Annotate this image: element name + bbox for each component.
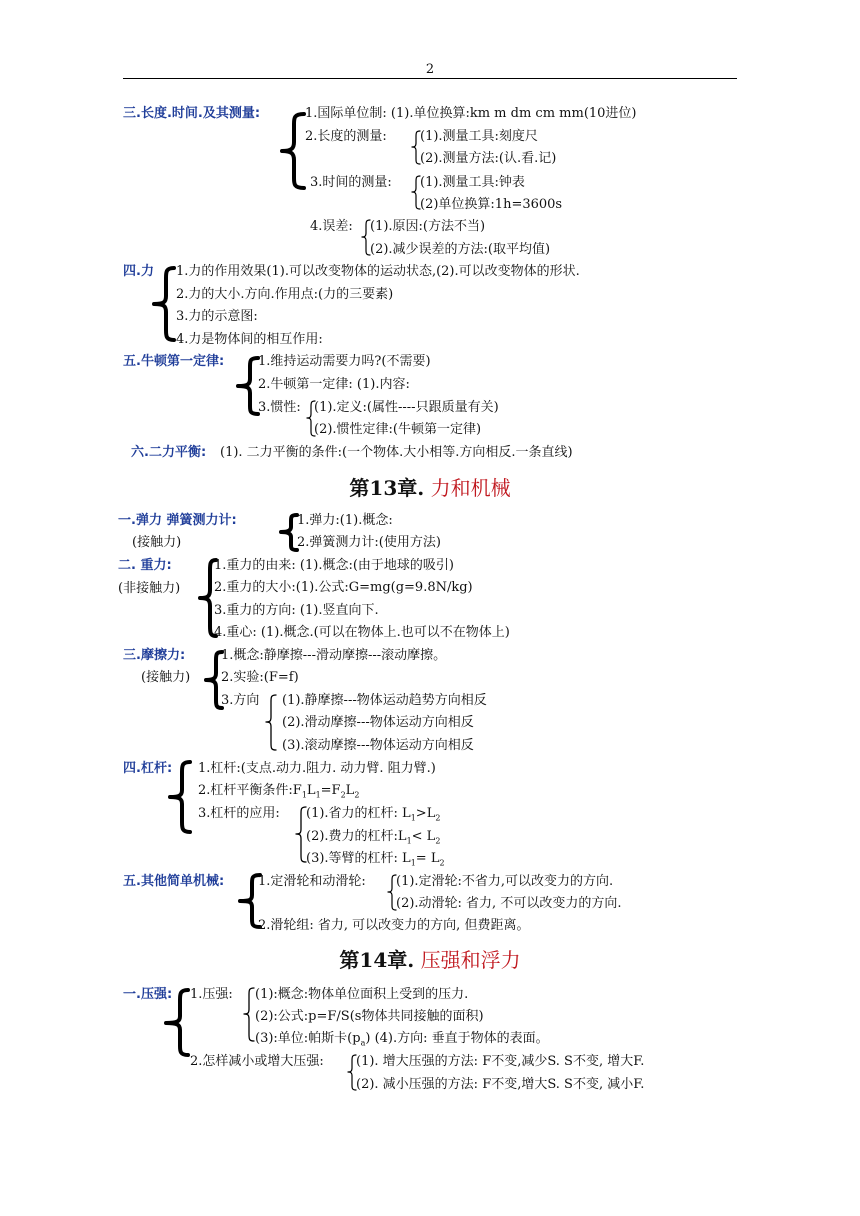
lever-3b-op: < L — [411, 829, 436, 844]
lever-formula-sub: 1 — [315, 790, 321, 800]
force-item-3: 3.力的示意图: — [176, 309, 258, 324]
lever-condition-label: 2.杠杆平衡条件: — [198, 783, 293, 798]
elastic-subtitle: (接触力) — [132, 535, 182, 550]
pressure-item-2b: (2). 减小压强的方法: F不变,增大S. S不变, 减小F. — [356, 1077, 645, 1092]
force-item-2: 2.力的大小.方向.作用点:(力的三要素) — [176, 287, 394, 302]
subscript: 1 — [410, 813, 416, 823]
section-title-elastic: 一.弹力 弹簧测力计: — [118, 513, 237, 528]
chapter-13-name: 力和机械 — [430, 476, 511, 500]
brace-icon — [156, 988, 192, 1058]
lever-formula-sub: 1 — [301, 790, 307, 800]
brace-icon — [264, 693, 280, 753]
gravity-item-3: 3.重力的方向: (1).竖直向下. — [214, 603, 379, 618]
subscript: 2 — [435, 813, 441, 823]
measurement-item-4b: (2).减少误差的方法:(取平均值) — [370, 242, 551, 257]
measurement-item-2b: (2).测量方法:(认.看.记) — [420, 151, 557, 166]
lever-3a-op: >L — [415, 806, 436, 821]
section-title-gravity: 二. 重力: — [118, 558, 172, 573]
force-item-1: 1.力的作用效果(1).可以改变物体的运动状态,(2).可以改变物体的形状. — [176, 264, 580, 279]
pressure-unit-text: (3):单位:帕斯卡(p — [255, 1031, 361, 1046]
section-title-equilibrium: 六.二力平衡: — [131, 445, 207, 460]
measurement-item-3a: (1).测量工具:钟表 — [420, 175, 525, 190]
pressure-item-1: 1.压强: — [190, 987, 233, 1002]
measurement-item-3b: (2)单位换算:1h=3600s — [420, 197, 563, 212]
subscript: 2 — [435, 836, 441, 846]
measurement-item-2a: (1).测量工具:刻度尺 — [420, 129, 538, 144]
measurement-item-3: 3.时间的测量: — [310, 175, 392, 190]
section-title-newton: 五.牛顿第一定律: — [123, 354, 225, 369]
section-title-pressure: 一.压强: — [123, 987, 173, 1002]
friction-item-3: 3.方向 — [221, 693, 260, 708]
lever-formula-f1: F — [292, 783, 302, 798]
friction-item-2: 2.实验:(F=f) — [221, 670, 299, 685]
lever-item-3: 3.杠杆的应用: — [198, 806, 280, 821]
lever-item-3a — [306, 806, 440, 827]
lever-item-3b — [306, 829, 440, 850]
simple-machines-item-1b: (2).动滑轮: 省力, 不可以改变力的方向. — [396, 896, 622, 911]
friction-item-3c: (3).滚动摩擦---物体运动方向相反 — [282, 738, 474, 753]
subscript: a — [360, 1038, 366, 1048]
newton-item-3: 3.惯性: — [258, 400, 301, 415]
lever-3b-text: (2).费力的杠杆:L — [306, 829, 407, 844]
chapter-13-number: 第13章. — [349, 476, 425, 500]
gravity-item-1: 1.重力的由来: (1).概念:(由于地球的吸引) — [214, 558, 454, 573]
friction-item-3a: (1).静摩擦---物体运动趋势方向相反 — [282, 693, 487, 708]
brace-icon — [268, 112, 308, 192]
section-title-simple-machines: 五.其他简单机械: — [123, 874, 225, 889]
brace-icon — [146, 266, 178, 344]
newton-item-3b: (2).惯性定律:(牛顿第一定律) — [314, 422, 482, 437]
pressure-item-1b: (2):公式:p=F/S(s物体共同接触的面积) — [255, 1009, 484, 1024]
elastic-item-1: 1.弹力:(1).概念: — [297, 513, 393, 528]
pressure-item-1c — [255, 1031, 549, 1052]
gravity-item-4: 4.重心: (1).概念.(可以在物体上.也可以不在物体上) — [214, 625, 510, 640]
chapter-14-number: 第14章. — [339, 948, 415, 972]
chapter-14-heading — [0, 948, 860, 972]
lever-formula-eq: =F — [320, 783, 341, 798]
lever-item-1: 1.杠杆:(支点.动力.阻力. 动力臂. 阻力臂.) — [198, 761, 436, 776]
header-rule — [123, 78, 737, 79]
lever-item-2 — [198, 783, 359, 804]
friction-item-3b: (2).滑动摩擦---物体运动方向相反 — [282, 715, 474, 730]
newton-item-2: 2.牛顿第一定律: (1).内容: — [258, 377, 410, 392]
page-number: 2 — [425, 62, 435, 77]
newton-item-1: 1.维持运动需要力吗?(不需要) — [258, 354, 431, 369]
force-item-4: 4.力是物体间的相互作用: — [176, 332, 323, 347]
friction-subtitle: (接触力) — [141, 670, 191, 685]
lever-formula-l2: L — [345, 783, 355, 798]
simple-machines-item-1: 1.定滑轮和动滑轮: — [258, 874, 366, 889]
pressure-item-2a: (1). 增大压强的方法: F不变,减少S. S不变, 增大F. — [356, 1054, 645, 1069]
gravity-item-2: 2.重力的大小:(1).公式:G=mg(g=9.8N/kg) — [214, 580, 473, 595]
measurement-item-4: 4.误差: — [310, 219, 353, 234]
subscript: 1 — [410, 858, 416, 868]
section-title-lever: 四.杠杆: — [123, 761, 173, 776]
pressure-direction-text: ) (4).方向: 垂直于物体的表面。 — [365, 1031, 549, 1046]
simple-machines-item-1a: (1).定滑轮:不省力,可以改变力的方向. — [396, 874, 614, 889]
section-title-friction: 三.摩擦力: — [123, 648, 186, 663]
subscript: 1 — [406, 836, 412, 846]
section-title-force: 四.力 — [123, 264, 154, 279]
lever-formula-sub: 2 — [354, 790, 360, 800]
section-title-measurement: 三.长度.时间.及其测量: — [123, 106, 261, 121]
simple-machines-item-2: 2.滑轮组: 省力, 可以改变力的方向, 但费距离。 — [258, 918, 530, 933]
lever-formula-l1: L — [306, 783, 316, 798]
equilibrium-text: (1). 二力平衡的条件:(一个物体.大小相等.方向相反.一条直线) — [220, 445, 573, 460]
chapter-14-name: 压强和浮力 — [420, 948, 521, 972]
gravity-subtitle: (非接触力) — [118, 581, 181, 596]
lever-3c-text: (3).等臂的杠杆: L — [306, 851, 411, 866]
brace-icon — [160, 760, 194, 836]
newton-item-3a: (1).定义:(属性----只跟质量有关) — [314, 400, 499, 415]
lever-3c-op: = L — [415, 851, 440, 866]
subscript: 2 — [439, 858, 445, 868]
lever-3a-text: (1).省力的杠杆: L — [306, 806, 411, 821]
lever-formula-sub: 2 — [340, 790, 346, 800]
pressure-item-2: 2.怎样减小或增大压强: — [190, 1054, 324, 1069]
measurement-item-4a: (1).原因:(方法不当) — [370, 219, 486, 234]
lever-item-3c — [306, 851, 445, 872]
friction-item-1: 1.概念:静摩擦---滑动摩擦---滚动摩擦。 — [221, 648, 447, 663]
chapter-13-heading — [0, 476, 860, 500]
pressure-item-1a: (1):概念:物体单位面积上受到的压力. — [255, 987, 469, 1002]
elastic-item-2: 2.弹簧测力计:(使用方法) — [297, 535, 441, 550]
measurement-item-2: 2.长度的测量: — [305, 129, 387, 144]
measurement-item-1: 1.国际单位制: (1).单位换算:km m dm cm mm(10进位) — [305, 106, 637, 121]
